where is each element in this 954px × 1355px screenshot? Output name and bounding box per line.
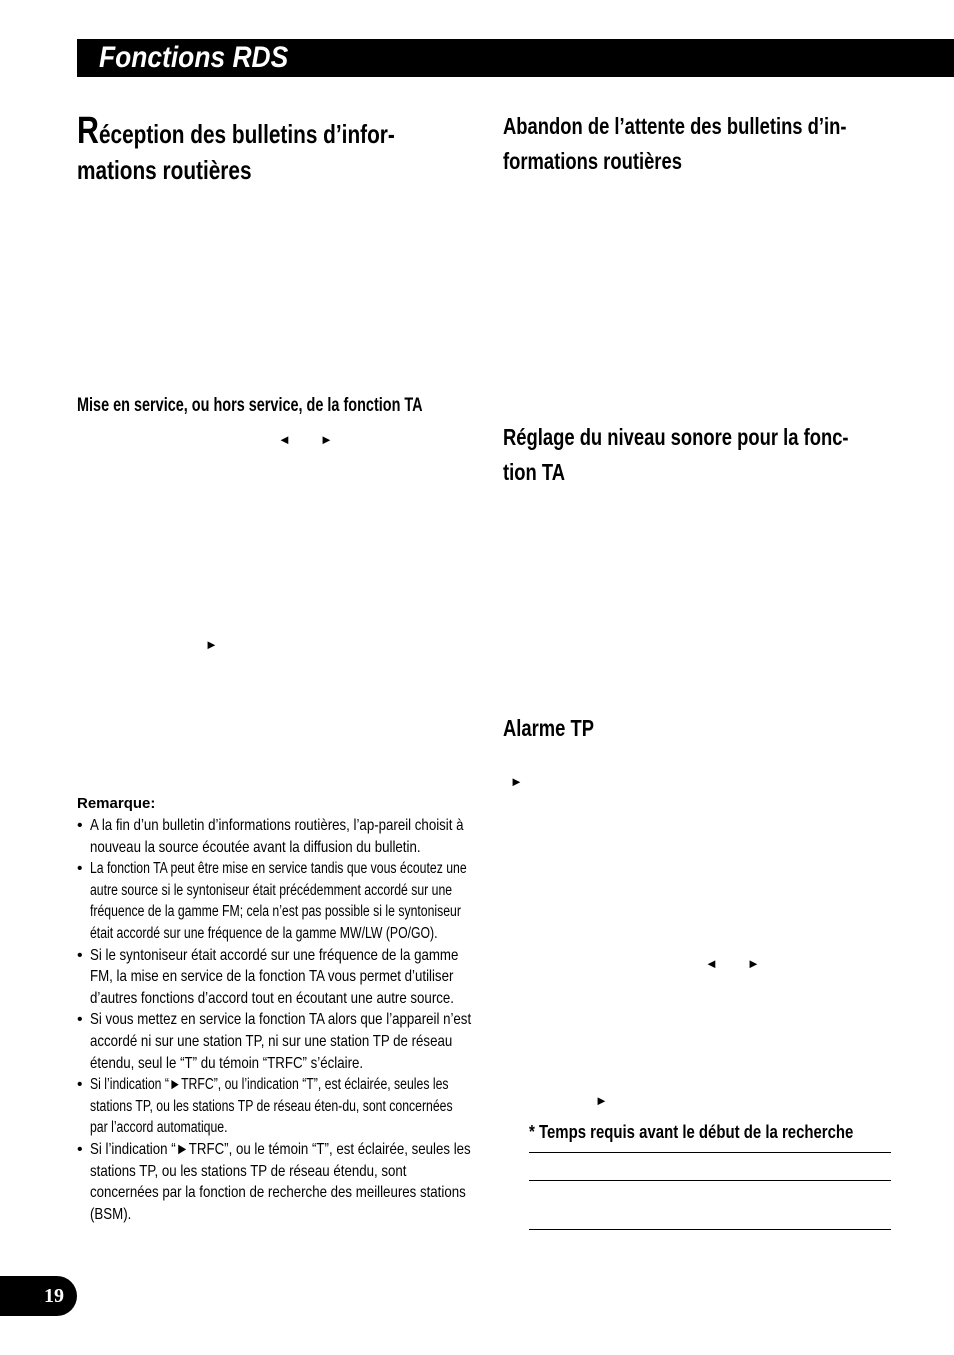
left-arrow-icon: ◄ <box>278 432 291 447</box>
note-item: • La fonction TA peut être mise en service tandis que vous écoutez une autre source si le syntoniseur était précédemment accordé sur une fréquence de la gamme FM; cela n’est pas possible si le syntoniseur était accordé sur une fréquence de la gamme MW/LW (PO/GO). <box>77 858 577 944</box>
remark-label: Remarque: <box>77 795 156 812</box>
main-heading <box>77 110 445 188</box>
cancel-traffic-wait-heading: Abandon de l’attente des bulletins d’in-formations routières <box>503 113 847 174</box>
note-item: • Si l’indication “►TRFC”, ou le témoin “T”, est éclairée, seules les stations TP, ou les stations TP de réseau étendu, sont concernées par la fonction de recherche des meilleures stations (BSM). <box>77 1139 577 1225</box>
left-arrow-icon: ◄ <box>705 956 718 971</box>
note-item: • Si le syntoniseur était accordé sur une fréquence de la gamme FM, la mise en service de la fonction TA vous permet d’utiliser d’autres fonctions d’accord tout en écoutant une autre source. <box>77 945 577 1010</box>
table-rule <box>529 1180 891 1181</box>
main-heading-text: éception des bulletins d’infor-mations routières <box>77 119 395 185</box>
page-number-tab <box>0 1276 77 1316</box>
section-title: Fonctions RDS <box>99 41 289 74</box>
ta-volume-heading: Réglage du niveau sonore pour la fonc-tion TA <box>503 424 849 485</box>
table-rule <box>529 1152 891 1153</box>
main-heading-dropcap: R <box>77 110 99 152</box>
remark-notes <box>77 815 577 1225</box>
right-arrow-icon: ► <box>747 956 760 971</box>
section-banner <box>77 39 954 77</box>
tp-alarm-heading: Alarme TP <box>503 715 595 741</box>
right-arrow-icon: ► <box>595 1093 608 1108</box>
page-number: 19 <box>44 1285 64 1307</box>
ta-toggle-subheading: Mise en service, ou hors service, de la fonction TA <box>77 395 423 416</box>
note-item: • Si vous mettez en service la fonction TA alors que l’appareil n’est accordé ni sur une station TP, ni sur une station TP de réseau étendu, seul le “T” du témoin “TRFC” s’éclaire. <box>77 1009 577 1074</box>
table-rule <box>529 1229 891 1230</box>
search-time-table-title: * Temps requis avant le début de la recherche <box>529 1122 854 1142</box>
note-item: • A la fin d’un bulletin d’informations routières, l’ap-pareil choisit à nouveau la source écoutée avant la diffusion du bulletin. <box>77 815 577 858</box>
right-arrow-icon: ► <box>320 432 333 447</box>
right-arrow-icon: ► <box>205 637 218 652</box>
right-arrow-icon: ► <box>510 774 523 789</box>
note-item: • Si l’indication “►TRFC”, ou l’indication “T”, est éclairée, seules les stations TP, ou les stations TP de réseau éten-du, sont concernées par l’accord automatique. <box>77 1074 577 1139</box>
